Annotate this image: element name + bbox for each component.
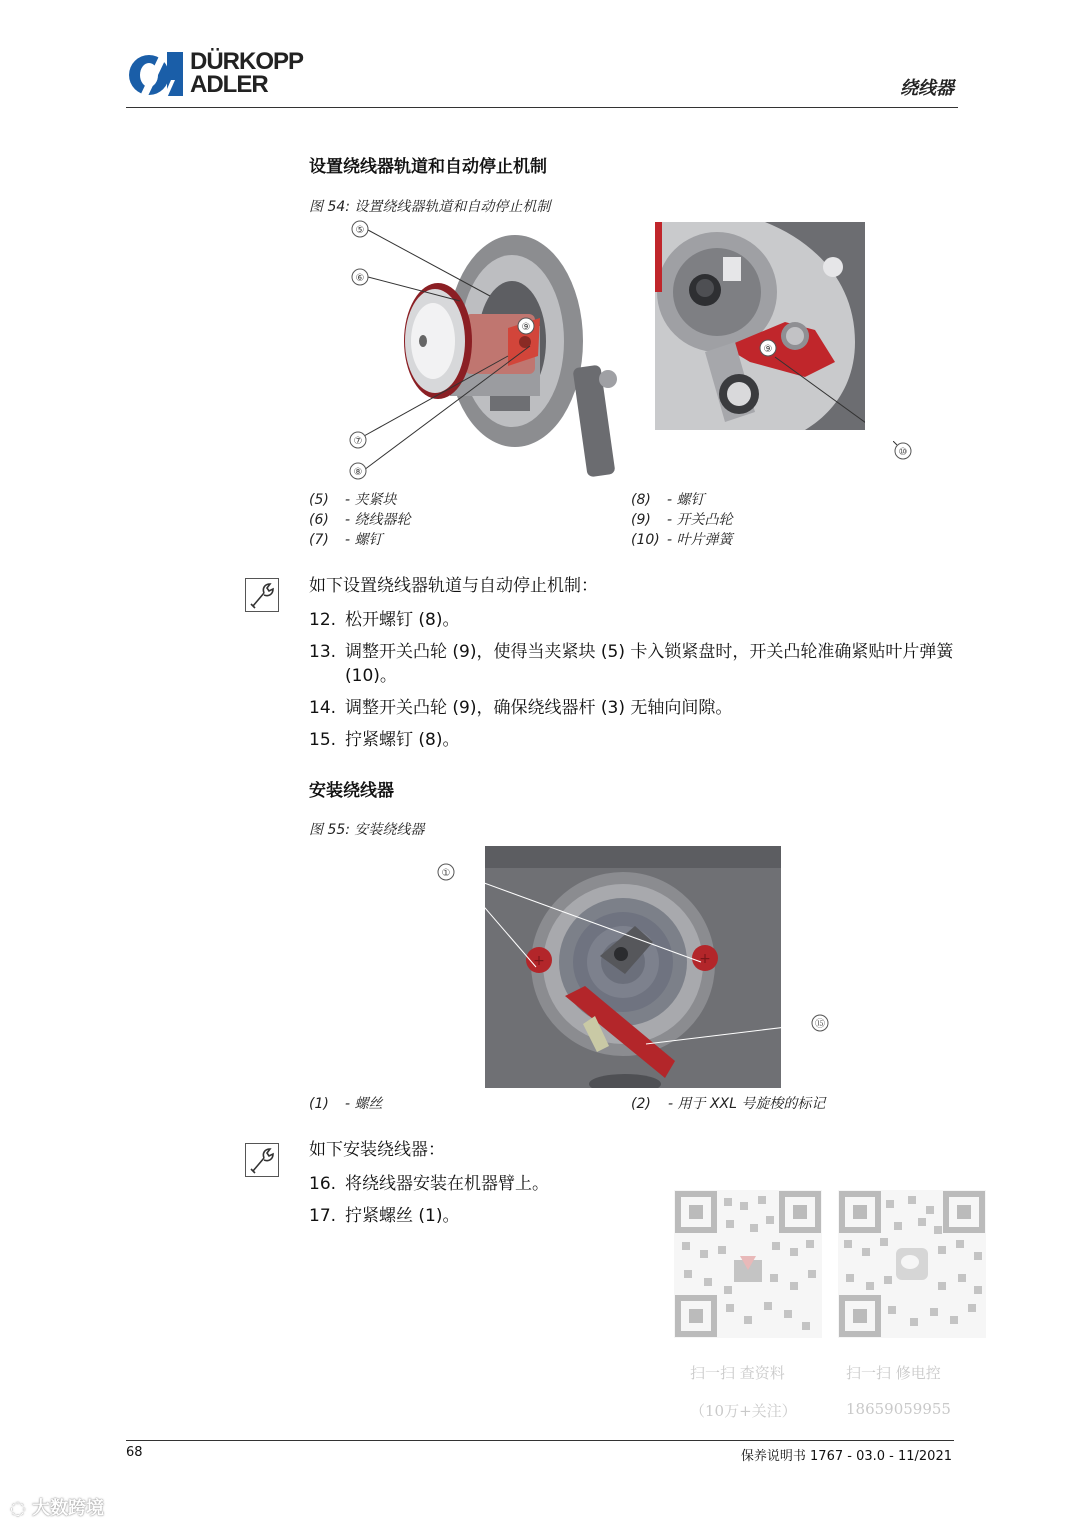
instruction-list-1 bbox=[309, 608, 954, 760]
section-title-track-stop: 设置绕线器轨道和自动停止机制 bbox=[309, 157, 547, 177]
legend-item: (9) - 开关凸轮 bbox=[631, 512, 733, 528]
legend-item: (8) - 螺钉 bbox=[631, 492, 705, 508]
callout-6: ⑥ bbox=[355, 273, 365, 284]
instruction-list-2 bbox=[309, 1172, 669, 1236]
callout-8: ⑧ bbox=[353, 467, 363, 478]
page-number: 68 bbox=[126, 1445, 143, 1460]
wrench-icon bbox=[245, 1143, 279, 1177]
instruction-step: 12. 松开螺钉 (8)。 bbox=[309, 610, 460, 630]
qr-left-line2: （10万+关注） bbox=[690, 1402, 797, 1420]
qr-code-left bbox=[674, 1190, 822, 1338]
brand-name bbox=[190, 50, 303, 96]
callout-9-left: ⑨ bbox=[521, 322, 531, 333]
callout-1: ① bbox=[441, 868, 451, 879]
instruction-step: 13. 调整开关凸轮 (9)，使得当夹紧块 (5) 卡入锁紧盘时，开关凸轮准确紧贴叶片弹簧 (10)。 bbox=[309, 642, 954, 686]
watermark bbox=[10, 1494, 104, 1520]
svg-text:+: + bbox=[699, 951, 711, 967]
instruction-intro-2: 如下安装绕线器： bbox=[309, 1140, 445, 1160]
figure-55-legend-right: (2) - 用于 XXL 号旋梭的标记 bbox=[631, 1096, 826, 1112]
brand-line-1: DÜRKOPP bbox=[190, 48, 304, 75]
callout-15-marker bbox=[810, 1013, 830, 1033]
figure-54-legend-right bbox=[631, 490, 733, 550]
callout-10-marker bbox=[893, 441, 913, 461]
figure-55-caption: 图 55: 安装绕线器 bbox=[309, 822, 425, 838]
instruction-step: 16. 将绕线器安装在机器臂上。 bbox=[309, 1174, 549, 1194]
instruction-step: 17. 拧紧螺丝 (1)。 bbox=[309, 1206, 460, 1226]
document-reference: 保养说明书 1767 - 03.0 - 11/2021 bbox=[740, 1449, 952, 1464]
callout-15: ⑮ bbox=[815, 1019, 825, 1030]
svg-text:+: + bbox=[533, 953, 545, 969]
brand-line-2: ADLER bbox=[190, 71, 268, 98]
legend-item: (7) - 螺钉 bbox=[309, 532, 383, 548]
weibo-icon: ◌ bbox=[10, 1498, 26, 1519]
qr-code-right bbox=[838, 1190, 986, 1338]
qr-left-line1: 扫一扫 查资料 bbox=[690, 1364, 785, 1382]
figure-54-legend-left bbox=[309, 490, 411, 550]
footer-divider bbox=[126, 1440, 954, 1441]
header-divider bbox=[126, 107, 958, 108]
figure-54-caption: 图 54: 设置绕线器轨道和自动停止机制 bbox=[309, 199, 551, 215]
figure-54-left-illustration bbox=[340, 216, 630, 482]
legend-item: (6) - 绕线器轮 bbox=[309, 512, 411, 528]
figure-54-right-illustration bbox=[655, 222, 865, 430]
callout-10: ⑩ bbox=[898, 447, 908, 458]
instruction-intro-1: 如下设置绕线器轨道与自动停止机制： bbox=[309, 576, 598, 596]
figure-55-legend-left: (1) - 螺丝 bbox=[309, 1096, 383, 1112]
wrench-icon bbox=[245, 578, 279, 612]
callout-7: ⑦ bbox=[353, 436, 363, 447]
chapter-title: 绕线器 bbox=[900, 78, 954, 99]
legend-item: (10) - 叶片弹簧 bbox=[631, 532, 733, 548]
legend-item: (5) - 夹紧块 bbox=[309, 492, 397, 508]
instruction-step: 14. 调整开关凸轮 (9)，确保绕线器杆 (3) 无轴向间隙。 bbox=[309, 698, 733, 718]
qr-right-line1: 扫一扫 修电控 bbox=[846, 1364, 941, 1382]
watermark-text: 大数跨境 bbox=[32, 1498, 104, 1519]
instruction-step: 15. 拧紧螺钉 (8)。 bbox=[309, 730, 460, 750]
callout-5: ⑤ bbox=[355, 225, 365, 236]
qr-right-line2: 18659059955 bbox=[846, 1400, 951, 1418]
brand-logo-mark bbox=[127, 52, 185, 102]
callout-9-right: ⑨ bbox=[763, 344, 773, 355]
figure-55-callouts bbox=[436, 862, 796, 1052]
section-title-install: 安装绕线器 bbox=[309, 781, 394, 801]
